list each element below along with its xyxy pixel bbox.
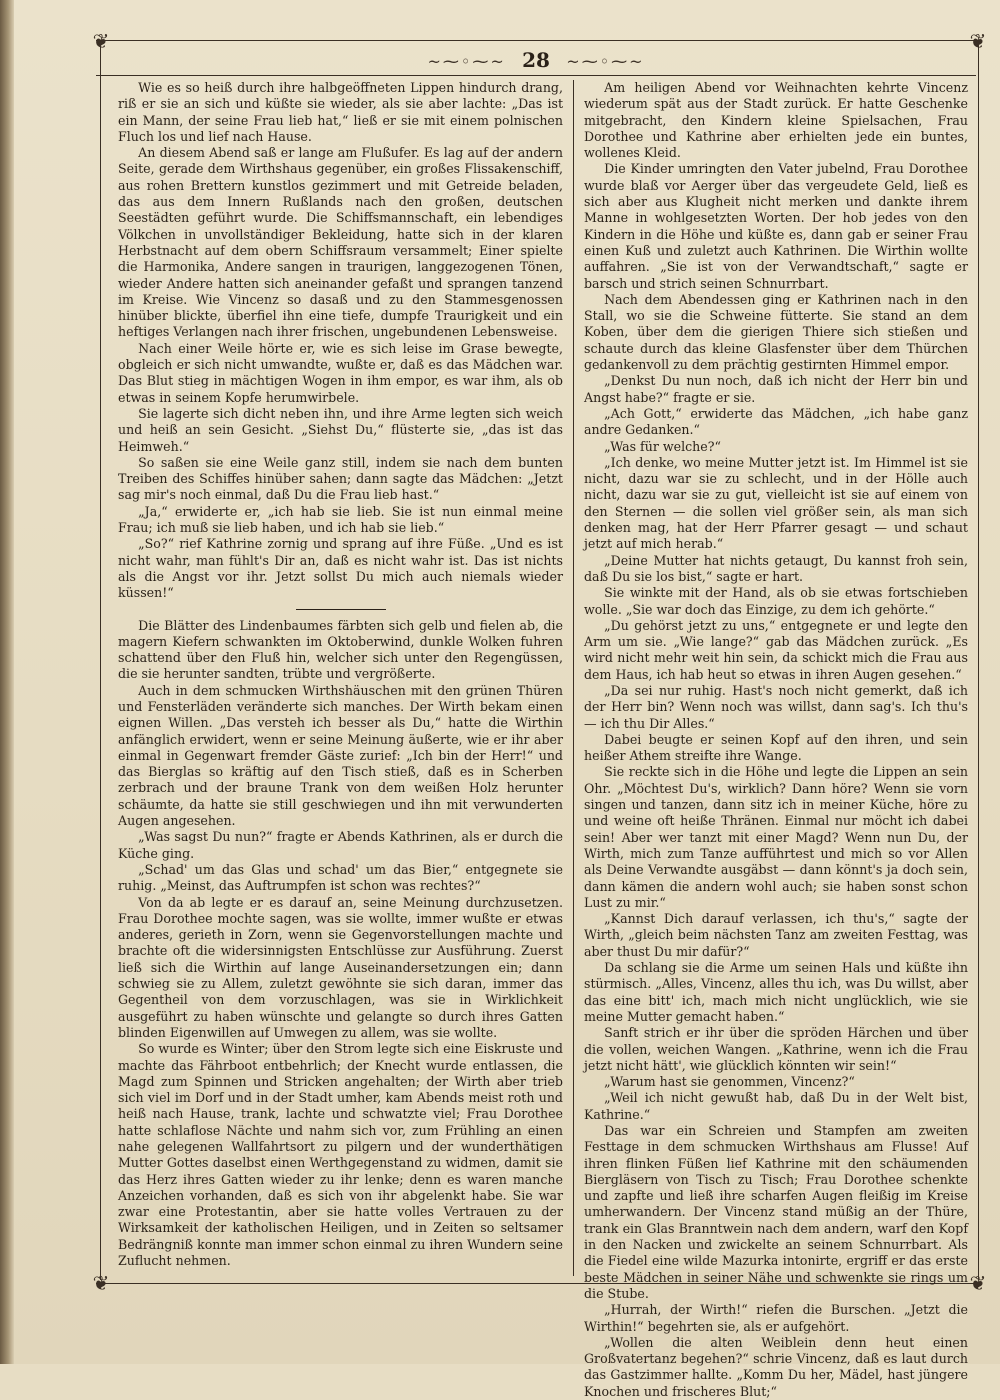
paragraph: Sie lagerte sich dicht neben ihn, und ihre Arme legten sich weich und heiß an sein Gesicht. „Siehst Du,“ flüsterte sie, „das ist das Heimweh.“ bbox=[118, 405, 563, 454]
frame-right-rule bbox=[978, 44, 979, 1280]
paragraph: „Du gehörst jetzt zu uns,“ entgegnete er und legte den Arm um sie. „Wie lange?“ gab das Mädchen zurück. „Es wird nicht mehr weit hin sein, da schickt mich die Frau aus dem Haus, ich hab heut so etwas in ihren Augen gesehen.“ bbox=[584, 617, 968, 682]
paragraph: „Schad' um das Glas und schad' um das Bier,“ entgegnete sie ruhig. „Meinst, das Auftrumpfen ist schon was rechtes?“ bbox=[118, 861, 563, 894]
paragraph: An diesem Abend saß er lange am Flußufer. Es lag auf der andern Seite, gerade dem Wirthshaus gegenüber, ein großes Flissakenschiff, aus rohen Brettern kunstlos gezimmert und mit Getreide beladen, das aus dem Innern Rußlands nach den großen, deutschen Seestädten geführt wurde. Die Schiffsmannschaft, ein lebendiges Völkchen in unvollständiger Bekleidung, hatte sich in der klaren Herbstnacht auf dem obern Schiffsraum versammelt; Einer spielte die Harmonika, Andere sangen in traurigen, langgezogenen Tönen, wieder Andere hatten sich aneinander gefaßt und sprangen tanzend im Kreise. Wie Vincenz so dasaß und zu den Stammesgenossen hinüber blickte, überfiel ihn eine tiefe, dumpfe Traurigkeit und ein heftiges Verlangen nach ihrer frischen, ungebundenen Lebensweise. bbox=[118, 145, 563, 340]
paragraph: So saßen sie eine Weile ganz still, indem sie nach dem bunten Treiben des Schiffes hinüber sahen; dann sagte das Mädchen: „Jetzt sag mir's noch einmal, daß Du die Frau lieb hast.“ bbox=[118, 454, 563, 503]
paragraph: Dabei beugte er seinen Kopf auf den ihren, und sein heißer Athem streifte ihre Wange. bbox=[584, 731, 968, 764]
section-divider bbox=[296, 609, 386, 610]
paragraph: So wurde es Winter; über den Strom legte sich eine Eiskruste und machte das Fährboot entbehrlich; der Knecht wurde entlassen, die Magd zum Spinnen und Stricken angehalten; der Wirth aber trieb sich viel im Dorf und in der Stadt umher, kam Abends meist roth und heiß nach Hause, trank, lachte und schwatzte viel; Frau Dorothee hatte schlaflose Nächte und nahm sich vor, zum Frühling an einen nahe gelegenen Wallfahrtsort zu pilgern und der wunderthätigen Mutter Gottes daselbst einen Werthgegenstand zu widmen, damit sie das Herz ihres Gatten wieder zu ihr lenke; denn es waren manche Anzeichen vorhanden, daß es sich von ihr abgelenkt habe. Sie war zwar eine Protestantin, aber sie hatte volles Vertrauen zu der Wirksamkeit der katholischen Heiligen, und in Zeiten so seltsamer Bedrängniß konnte man immer schon einmal zu ihren Wundern seine Zuflucht nehmen. bbox=[118, 1041, 563, 1269]
frame-top-rule bbox=[96, 40, 976, 41]
paragraph: „Ach Gott,“ erwiderte das Mädchen, „ich habe ganz andre Gedanken.“ bbox=[584, 405, 968, 438]
paragraph: „Warum hast sie genommen, Vincenz?“ bbox=[604, 1074, 855, 1090]
paragraph: Das war ein Schreien und Stampfen am zweiten Festtage in dem schmucken Wirthshaus am Flusse! Auf ihren flinken Füßen lief Kathrine mit den schäumenden Biergläsern von Tisch zu Tisch; Frau Dorothee schenkte und zapfte und ließ ihre scharfen Augen fleißig im Kreise umherwandern. Der Vincenz stand müßig an der Thüre, trank ein Glas Branntwein nach dem andern, warf den Kopf in den Nacken und zwickelte an seinem Schnurrbart. Als die Fiedel eine wilde Mazurka intonirte, ergriff er das erste beste Mädchen in seiner Nähe und schwenkte sie rings um die Stube. bbox=[584, 1123, 968, 1301]
paragraph: „Hurrah, der Wirth!“ riefen die Burschen. „Jetzt die Wirthin!“ begehrten sie, als er aufgehört. bbox=[584, 1302, 968, 1334]
paragraph: Wie es so heiß durch ihre halbgeöffneten Lippen hindurch drang, riß er sie an sich und küßte sie wieder, als sie aber lachte: „Das ist ein Mann, der seine Frau lieb hat,“ ließ er sie mit einem polnischen Fluch los und lief nach Hause. bbox=[118, 80, 563, 144]
column-divider-rule bbox=[573, 80, 574, 1276]
paragraph: „Ja,“ erwiderte er, „ich hab sie lieb. Sie ist nun einmal meine Frau; ich muß sie lieb haben, und ich hab sie lieb.“ bbox=[118, 503, 563, 536]
paragraph: Nach dem Abendessen ging er Kathrinen nach in den Stall, wo sie die Schweine fütterte. Sie stand an dem Koben, über dem die gierigen Thiere sich stießen und schaute durch das kleine Glasfenster über dem Thürchen gedankenvoll zu dem prächtig gestirnten Himmel empor. bbox=[584, 291, 968, 373]
corner-ornament-icon: ❦ bbox=[92, 29, 110, 53]
paragraph: „Kannst Dich darauf verlassen, ich thu's,“ sagte der Wirth, „gleich beim nächsten Tanz am zweiten Festtag, was aber thust Du mir dafür?“ bbox=[584, 911, 968, 959]
header-ornament-right: ~⁓◦⁓~ bbox=[566, 52, 645, 71]
page-binding-edge bbox=[0, 0, 14, 1364]
paragraph: Nach einer Weile hörte er, wie es sich leise im Grase bewegte, obgleich er sich nicht umwandte, wußte er, daß es das Mädchen war. Das Blut stieg in mächtigen Wogen in ihm empor, es war ihm, als ob etwas in seinem Kopfe herumwirbele. bbox=[118, 340, 563, 405]
corner-ornament-icon: ❦ bbox=[969, 29, 987, 53]
paragraph: Sie winkte mit der Hand, als ob sie etwas fortschieben wolle. „Sie war doch das Einzige, zu dem ich gehörte.“ bbox=[584, 585, 968, 617]
paragraph: Die Blätter des Lindenbaumes färbten sich gelb und fielen ab, die magern Kiefern schwankten im Oktoberwind, dunkle Wolken fuhren schattend über den Fluß hin, welcher sich unter den Regengüssen, die sie herunter sandten, trübte und vergrößerte. bbox=[118, 617, 563, 682]
corner-ornament-icon: ❦ bbox=[92, 1271, 110, 1295]
paragraph: „Ich denke, wo meine Mutter jetzt ist. Im Himmel ist sie nicht, dazu war sie zu schlecht, und in der Hölle auch nicht, dazu war sie zu gut, vielleicht ist sie auf einem von den Sternen — die sollen viel größer sein, als man sich denken mag, hat der Herr Pfarrer gesagt — und schaut jetzt auf mich herab.“ bbox=[584, 454, 968, 552]
paragraph: Von da ab legte er es darauf an, seine Meinung durchzusetzen. Frau Dorothee mochte sagen, was sie wollte, immer wußte er etwas anderes, gerieth in Zorn, wenn sie Gegenvorstellungen machte und brachte oft die widersinnigsten Entschlüsse zur Ausführung. Zuerst ließ sich die Wirthin auf lange Auseinandersetzungen ein; dann schwieg sie zu Allem, zuletzt gewöhnte sie sich daran, immer das Gegentheil von dem vorzuschlagen, was sie in Wirklichkeit ausgeführt zu haben wünschte und gelangte so durch ihres Gatten blinden Eigenwillen auf Umwegen zu allem, was sie wollte. bbox=[118, 894, 563, 1040]
left-column bbox=[118, 80, 563, 1276]
paragraph: Sanft strich er ihr über die spröden Härchen und über die vollen, weichen Wangen. „Kathrine, wenn ich die Frau jetzt nicht hätt', wie glücklich könnten wir sein!“ bbox=[584, 1025, 968, 1073]
paragraph: „Da sei nur ruhig. Hast's noch nicht gemerkt, daß ich der Herr bin? Wenn noch was willst, dann sag's. Ich thu's — ich thu Dir Alles.“ bbox=[584, 682, 968, 731]
paragraph: Da schlang sie die Arme um seinen Hals und küßte ihn stürmisch. „Alles, Vincenz, alles thu ich, was Du willst, aber das eine bitt' ich, mach mich nicht unglücklich, wie sie meine Mutter gemacht haben.“ bbox=[584, 960, 968, 1024]
paragraph: Am heiligen Abend vor Weihnachten kehrte Vincenz wiederum spät aus der Stadt zurück. Er hatte Geschenke mitgebracht, den Kindern kleine Spielsachen, Frau Dorothee und Kathrine aber erhielten jede ein buntes, wollenes Kleid. bbox=[584, 80, 968, 161]
paragraph: „Was für welche?“ bbox=[604, 438, 721, 454]
page-header bbox=[96, 48, 976, 72]
header-ornament-left: ~⁓◦⁓~ bbox=[427, 52, 506, 71]
paragraph: „Denkst Du nun noch, daß ich nicht der Herr bin und Angst habe?“ fragte er sie. bbox=[584, 373, 968, 405]
paragraph: Sie reckte sich in die Höhe und legte die Lippen an sein Ohr. „Möchtest Du's, wirklich? Dann höre? Wenn sie vorn singen und tanzen, dann sitz ich in meiner Küche, höre zu und weine oft heiße Thränen. Einmal nur möcht ich dabei sein! Aber wer tanzt mit einer Magd? Wenn nun Du, der Wirth, mich zum Tanze aufführtest und mich so vor Allen als Deine Verwandte ausgäbst — dann könnt's ja doch sein, dann kämen die andern wohl auch; sie haben sonst schon Lust zu mir.“ bbox=[584, 764, 968, 910]
paragraph: Die Kinder umringten den Vater jubelnd, Frau Dorothee wurde blaß vor Aerger über das vergeudete Geld, ließ es sich aber aus Klugheit nicht merken und dankte ihrem Manne in wohlgesetzten Worten. Der hob jedes von den Kindern in die Höhe und küßte es, dann gab er seiner Frau einen Kuß und zuletzt auch Kathrinen. Die Wirthin wollte auffahren. „Sie ist von der Verwandtschaft,“ sagte er barsch und strich seinen Schnurrbart. bbox=[584, 161, 968, 291]
right-column bbox=[584, 80, 968, 1399]
paragraph: „Wollen die alten Weiblein denn heut einen Großvatertanz begehen?“ schrie Vincenz, daß es laut durch das Gastzimmer hallte. „Komm Du her, Mädel, hast jüngere Knochen und frischeres Blut;“ bbox=[584, 1334, 968, 1399]
paragraph: „Was sagst Du nun?“ fragte er Abends Kathrinen, als er durch die Küche ging. bbox=[118, 829, 563, 861]
paragraph: Auch in dem schmucken Wirthshäuschen mit den grünen Thüren und Fensterläden veränderte sich manches. Der Wirth bekam einen eignen Willen. „Das versteh ich besser als Du,“ hatte die Wirthin anfänglich erwidert, wenn er seine Meinung äußerte, wie er ihr aber einmal in Gegenwart fremder Gäste zurief: „Ich bin der Herr!“ und das Bierglas so kräftig auf den Tisch stieß, daß es in Scherben zerbrach und der braune Trank von dem weißen Holz herunter schäumte, da hatte sie still geschwiegen und ihn mit verwunderten Augen angesehen. bbox=[118, 682, 563, 829]
page-number: 28 bbox=[522, 48, 550, 72]
frame-left-rule bbox=[100, 44, 101, 1280]
header-bottom-rule bbox=[96, 75, 976, 76]
paragraph: „So?“ rief Kathrine zornig und sprang auf ihre Füße. „Und es ist nicht wahr, man fühlt's Dir an, daß es nicht wahr ist. Das ist nichts als die Angst vor ihr. Jetzt sollst Du mich auch niemals wieder küssen!“ bbox=[118, 536, 563, 601]
paragraph: „Weil ich nicht gewußt hab, daß Du in der Welt bist, Kathrine.“ bbox=[584, 1090, 968, 1122]
paragraph: „Deine Mutter hat nichts getaugt, Du kannst froh sein, daß Du sie los bist,“ sagte er hart. bbox=[584, 552, 968, 584]
corner-ornament-icon: ❦ bbox=[969, 1271, 987, 1295]
